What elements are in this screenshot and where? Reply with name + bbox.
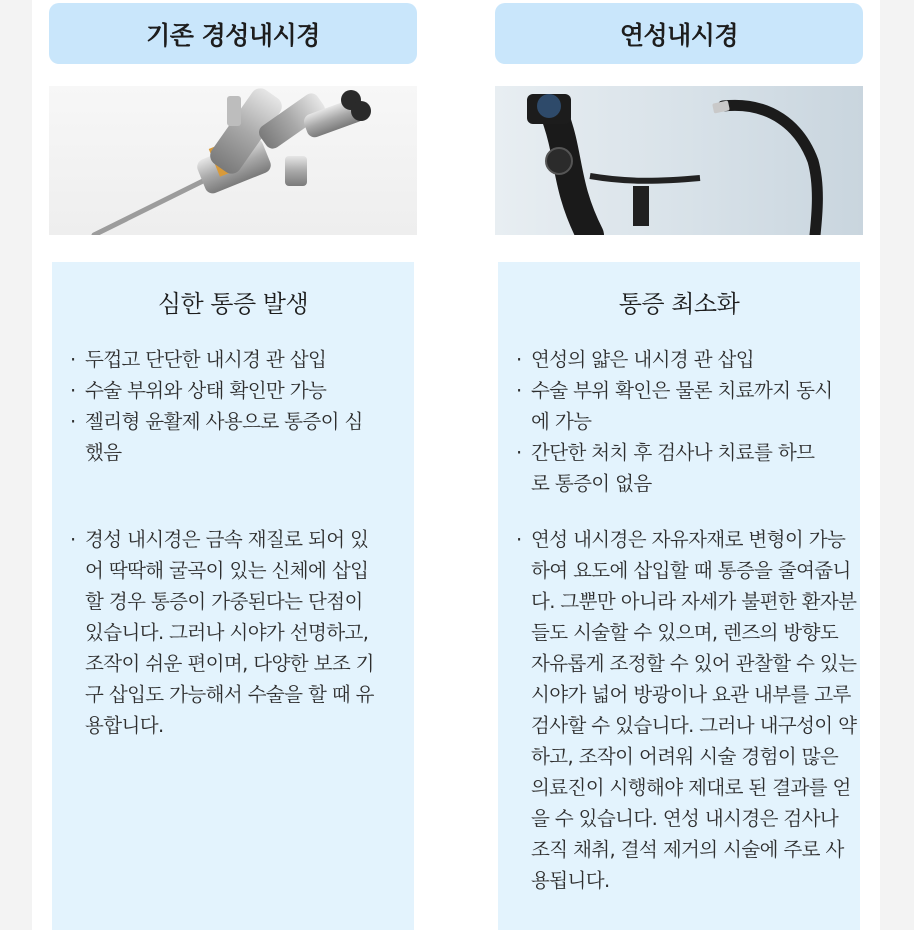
rigid-description-box xyxy=(52,262,414,930)
list-item: · 두껍고 단단한 내시경 관 삽입 xyxy=(70,348,327,371)
rigid-endoscope-column xyxy=(49,0,417,930)
flexible-endoscope-photo xyxy=(495,86,863,235)
rigid-endoscope-header: 기존 경성내시경 xyxy=(49,3,417,64)
rigid-paragraph-list xyxy=(70,524,400,741)
rigid-endoscope-photo xyxy=(49,86,417,235)
flexible-bullet-list xyxy=(516,344,846,499)
comparison-page xyxy=(32,0,880,930)
rigid-bullet-list xyxy=(70,344,400,468)
list-item: · 수술 부위 확인은 물론 치료까지 동시에 가능 xyxy=(516,379,833,433)
rigid-box-title: 심한 통증 발생 xyxy=(157,290,309,318)
list-item: · 수술 부위와 상태 확인만 가능 xyxy=(70,379,327,402)
flexible-endoscope-column xyxy=(495,0,863,930)
list-item: · 간단한 처치 후 검사나 치료를 하므로 통증이 없음 xyxy=(516,441,815,495)
list-item: · 경성 내시경은 금속 재질로 되어 있어 딱딱해 굴곡이 있는 신체에 삽입할 경우 통증이 가중된다는 단점이 있습니다. 그러나 시야가 선명하고, 조작이 쉬운 편이며, 다양한 보조 기구 삽입도 가능해서 수술을 할 때 유용합니다. xyxy=(70,528,374,737)
flexible-endoscope-header: 연성내시경 xyxy=(495,3,863,64)
flexible-box-title: 통증 최소화 xyxy=(618,290,740,318)
flexible-paragraph-list xyxy=(516,524,857,896)
list-item: · 연성의 얇은 내시경 관 삽입 xyxy=(516,348,755,371)
list-item: · 연성 내시경은 자유자재로 변형이 가능하여 요도에 삽입할 때 통증을 줄여줍니다. 그뿐만 아니라 자세가 불편한 환자분들도 시술할 수 있으며, 렌즈의 방향도 자유롭게 조정할 수 있어 관찰할 수 있는 시야가 넓어 방광이나 요관 내부를 고루 검사할 수 있습니다. 그러나 내구성이 약하고, 조작이 어려워 시술 경험이 많은 의료진이 시행해야 제대로 된 결과를 얻을 수 있습니다. 연성 내시경은 검사나 조직 채취, 결석 제거의 시술에 주로 사용됩니다. xyxy=(516,528,857,892)
rigid-paragraph: 경성 내시경은 금속 재질로 되어 있어 딱딱해 굴곡이 있는 신체에 삽입할 경우 통증이 가중된다는 단점이 있습니다. 그러나 시야가 선명하고, 조작이 쉬운 편이며, 다양한 보조 기구 삽입도 가능해서 수술을 할 때 유용합니다. xyxy=(85,528,374,737)
list-item: · 젤리형 윤활제 사용으로 통증이 심했음 xyxy=(70,410,363,464)
flexible-paragraph: 연성 내시경은 자유자재로 변형이 가능하여 요도에 삽입할 때 통증을 줄여줍니다. 그뿐만 아니라 자세가 불편한 환자분들도 시술할 수 있으며, 렌즈의 방향도 자유롭게 조정할 수 있어 관찰할 수 있는 시야가 넓어 방광이나 요관 내부를 고루 검사할 수 있습니다. 그러나 내구성이 약하고, 조작이 어려워 시술 경험이 많은 의료진이 시행해야 제대로 된 결과를 얻을 수 있습니다. 연성 내시경은 검사나 조직 채취, 결석 제거의 시술에 주로 사용됩니다. xyxy=(531,528,857,892)
flexible-description-box xyxy=(498,262,860,930)
